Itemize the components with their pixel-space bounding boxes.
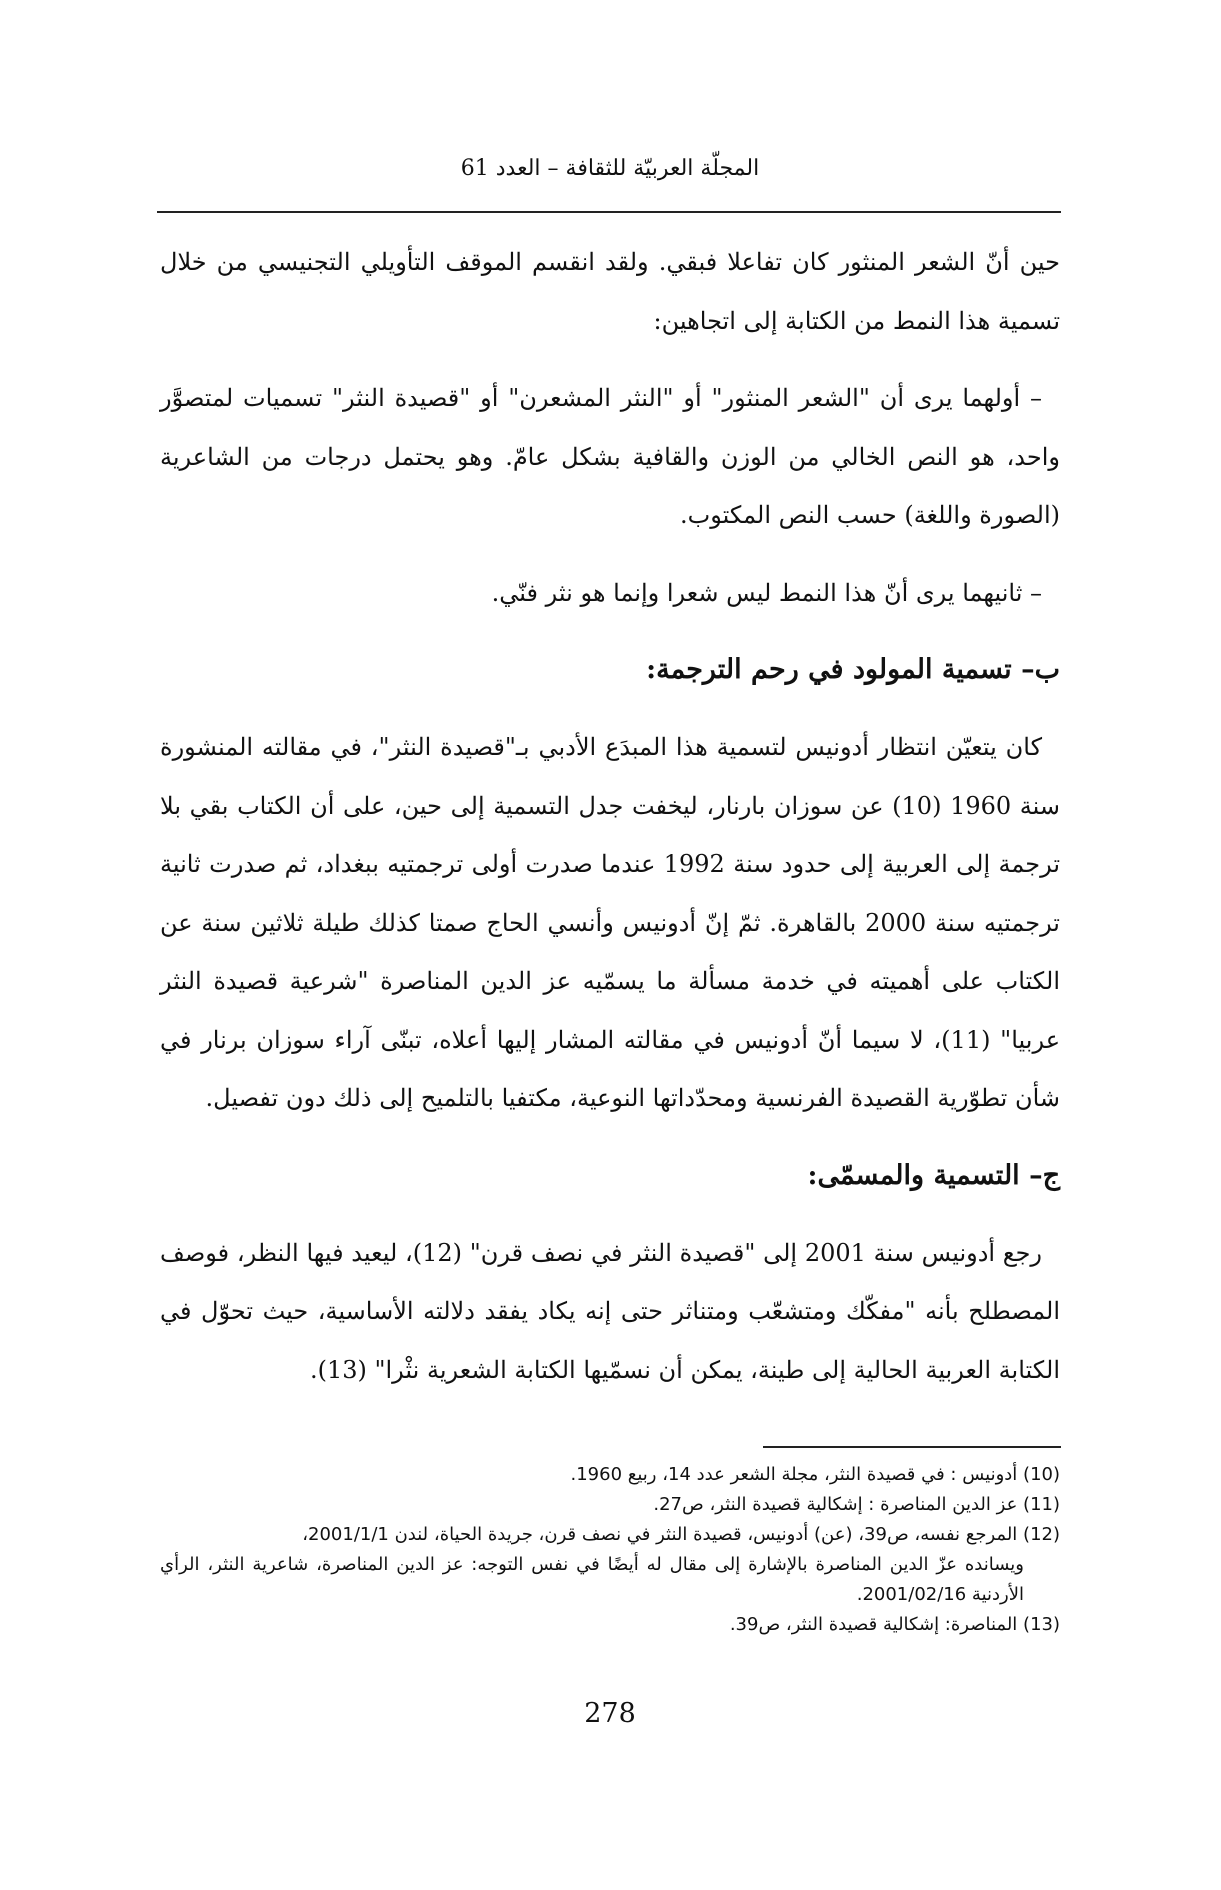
footnote-text: (11) عز الدين المناصرة : إشكالية قصيدة النثر، ص27. [653, 1494, 1060, 1515]
footnote-divider [763, 1446, 1061, 1448]
footnote-text: (12) المرجع نفسه، ص39، (عن) أدونيس، قصيدة النثر في نصف قرن، جريدة الحياة، لندن 2001/1/1، [302, 1524, 1060, 1545]
page-number: 278 [584, 1698, 636, 1729]
footnote-10 [160, 1460, 1060, 1490]
section-heading-c: ج– التسمية والمسمّى: [807, 1159, 1060, 1191]
footnote-text: (13) المناصرة: إشكالية قصيدة النثر، ص39. [729, 1614, 1060, 1635]
article-body [160, 233, 1060, 1418]
running-header: المجلّة العربيّة للثقافة – العدد 61 [460, 156, 760, 181]
body-paragraph: كان يتعيّن انتظار أدونيس لتسمية هذا المبدَع الأدبي بـ"قصيدة النثر"، في مقالته المنشورة سنة 1960 (10) عن سوزان بارنار، ليخفت جدل التسمية إلى حين، على أن الكتاب بقي بلا ترجمة إلى العربية إلى حدود سنة 1992 عندما صدرت أولى ترجمتيه ببغداد، ثم صدرت ثانية ترجمتيه سنة 2000 بالقاهرة. ثمّ إنّ أدونيس وأنسي الحاج صمتا كذلك طيلة ثلاثين سنة عن الكتاب على أهميته في خدمة مسألة ما يسمّيه عز الدين المناصرة "شرعية قصيدة النثر عربيا" (11)، لا سيما أنّ أدونيس في مقالته المشار إليها أعلاه، تبنّى آراء سوزان برنار في شأن تطوّرية القصيدة الفرنسية ومحدّداتها النوعية، مكتفيا بالتلميح إلى ذلك دون تفصيل. [160, 733, 1061, 1112]
body-paragraph-list-item: – ثانيهما يرى أنّ هذا النمط ليس شعرا وإنما هو نثر فنّي. [491, 578, 1042, 607]
body-paragraph: حين أنّ الشعر المنثور كان تفاعلا فبقي. ولقد انقسم الموقف التأويلي التجنيسي من خلال تسمية هذا النمط من الكتابة إلى اتجاهين: [160, 248, 1060, 335]
footnote-13 [160, 1610, 1060, 1640]
header-divider [157, 211, 1061, 213]
footnote-continuation: ويسانده عزّ الدين المناصرة بالإشارة إلى مقال له أيضًا في نفس التوجه: عز الدين المناصرة، شاعرية النثر، الرأي الأردنية 2001/02/16. [160, 1554, 1024, 1605]
section-heading-b: ب– تسمية المولود في رحم الترجمة: [646, 654, 1060, 685]
footnote-11 [160, 1490, 1060, 1520]
footnote-text: (10) أدونيس : في قصيدة النثر، مجلة الشعر عدد 14، ربيع 1960. [570, 1464, 1060, 1485]
body-paragraph-list-item: – أولهما يرى أن "الشعر المنثور" أو "النثر المشعرن" أو "قصيدة النثر" تسميات لمتصوَّر واحد، هو النص الخالي من الوزن والقافية بشكل عامّ. وهو يحتمل درجات من الشاعرية (الصورة واللغة) حسب النص المكتوب. [160, 384, 1060, 529]
body-paragraph: رجع أدونيس سنة 2001 إلى "قصيدة النثر في نصف قرن" (12)، ليعيد فيها النظر، فوصف المصطلح بأنه "مفكّك ومتشعّب ومتناثر حتى إنه يكاد يفقد دلالته الأساسية، حيث تحوّل في الكتابة العربية الحالية إلى طينة، يمكن أن نسمّيها الكتابة الشعرية نثْرا" (13). [160, 1238, 1060, 1384]
footnote-12 [160, 1520, 1060, 1610]
footnotes [160, 1460, 1060, 1640]
